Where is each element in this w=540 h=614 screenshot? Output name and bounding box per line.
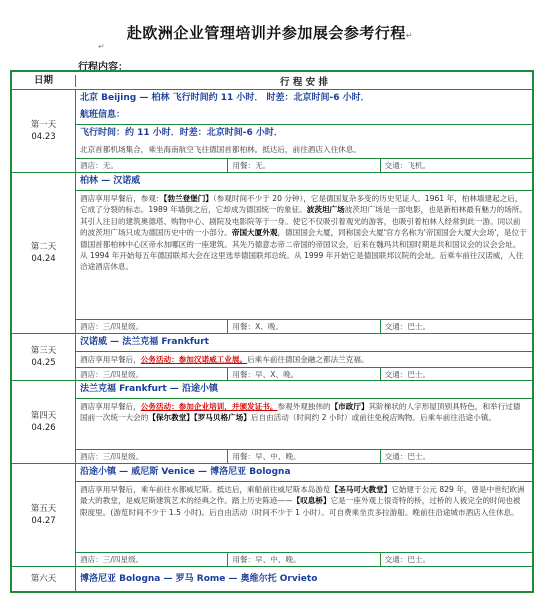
day-description: 北京首都机场集合，乘坐海南航空飞往德国首都柏林。抵达后，前往酒店入住休息。 xyxy=(80,145,361,154)
day-description: 酒店享用早餐后，公务活动：参加汉诺威工业展。后乘车前往德国金融之都法兰克福。 xyxy=(80,355,369,364)
paragraph-mark: ↵ xyxy=(98,42,105,51)
flight-time: 飞行时间：约 11 小时．时差：北京时间-6 小时． xyxy=(80,128,283,138)
day-description: 酒店享用早餐后，乘车前往水都威尼斯。抵达后，乘船前往威尼斯本岛游览【圣马可大教堂】它始建于公元 829 年，曾是中世纪欧洲最大的教堂，是威尼斯建筑艺术的经典之作。踏上历史陈迹——【叹息桥】它是一座外观上很奇特的桥，过桥的人被完全的时间也被限度里。(游览时间不少于 1.5 小时)。后自由活动（时间不少于 1 小时）。可自费乘坐贡多拉游船。晚前往沿途城市酒店入住休息。 xyxy=(80,485,525,517)
day-services xyxy=(76,449,532,463)
day-cell: 第五天 04.27 xyxy=(12,464,76,566)
hotel-info: 酒店：无。 xyxy=(76,159,228,172)
schedule-table xyxy=(10,70,534,593)
day-description: 酒店享用早餐后，公务活动：参加企业培训，并颁发证书。参观外观独伟的【市政厅】其阶梯状的人字形屋顶别具特色，和举行过德国前一次统一大会的【保尔教堂】【罗马贝格广场】后自由活动（时间约 2 小时）或前往免税店购物。后乘车前往沿途小镇。 xyxy=(80,402,521,423)
day-services xyxy=(76,552,532,566)
day-row xyxy=(12,566,532,591)
meal-info: 用餐：早、X、晚。 xyxy=(228,368,380,381)
meal-info: 用餐：X、晚。 xyxy=(228,320,380,333)
day-row xyxy=(12,463,532,566)
page-title: 赴欧洲企业管理培训并参加展会参考行程↵ xyxy=(126,24,414,42)
meal-info: 用餐：无。 xyxy=(228,159,380,172)
day-cell: 第二天 04.24 xyxy=(12,173,76,333)
day-row xyxy=(12,333,532,380)
day-route: 法兰克福 Frankfurt — 沿途小镇 xyxy=(76,381,532,399)
day-cell: 第一天 04.23 xyxy=(12,90,76,172)
transport-info: 交通：巴士。 xyxy=(384,555,431,564)
content-label: 行程内容： xyxy=(78,62,128,73)
day-row xyxy=(12,172,532,333)
header-date: 日期 xyxy=(12,75,76,87)
transport-info: 交通：巴士。 xyxy=(384,322,431,331)
hotel-info: 酒店：三/四星级。 xyxy=(76,553,228,566)
day-description: 酒店享用早餐后，参观：【勃兰登堡门】（参观时间不少于 20 分钟），它是德国复杂多变的历史见证人。1961 年，柏林墙建起之后，它成了分裂的标志。1989 年墙倒之后，它却成为德国统一的象征。波茨坦广场波茨坦广场是一部电影，也是新柏林最有魅力的场所。其引人注目的建筑奥德塔、购物中心、剧院及电影院等于一身。使它不仅吸引着观光的游客，也吸引着柏林人经常到此一游。同以前的波茨坦广场只成为德国历史中的一小部分。帝国大厦外观，德国国会大厦，同称国会大厦'官方名称为'帝国国会大厦大会场'，是位于德国首都柏林中心区帝水加哪区的一座建筑。其先乃德意志帝二帝国的帝国议会，后来在魏玛共和国时期是共和国议会的议会会址。从 1994 年开始每五年德国联邦大会在这里选举德国联邦总统。从 1999 年开始它是德国联邦议院的会址。后乘车前往汉诺威，入住洽途酒店休息。 xyxy=(80,194,527,272)
hotel-info: 酒店：三/四星级。 xyxy=(76,368,228,381)
meal-info: 用餐：早、中、晚。 xyxy=(228,553,380,566)
day-route: 博洛尼亚 Bologna — 罗马 Rome — 奥维尔托 Orvieto xyxy=(80,573,318,584)
day-cell: 第四天 04.26 xyxy=(12,381,76,463)
flight-info: 航班信息： xyxy=(76,107,532,125)
day-services xyxy=(76,367,532,381)
meal-info: 用餐：早、中、晚。 xyxy=(228,450,380,463)
day-row xyxy=(12,89,532,172)
day-route: 柏林 — 汉诺威 xyxy=(76,173,532,191)
hotel-info: 酒店：三/四星级。 xyxy=(76,320,228,333)
day-services xyxy=(76,319,532,333)
transport-info: 交通：飞机。 xyxy=(384,161,431,170)
day-services xyxy=(76,158,532,172)
day-route: 汉诺威 — 法兰克福 Frankfurt xyxy=(76,334,532,352)
header-itinerary: 行 程 安 排 xyxy=(280,76,328,88)
transport-info: 交通：巴士。 xyxy=(384,452,431,461)
day-route: 沿途小镇 — 威尼斯 Venice — 博洛尼亚 Bologna xyxy=(76,464,532,482)
day-route: 北京 Beijing — 柏林 飞行时间约 11 小时． 时差：北京时间-6 小时． xyxy=(80,93,370,103)
day-cell: 第六天 xyxy=(12,567,76,591)
table-header xyxy=(12,72,532,89)
transport-info: 交通：巴士。 xyxy=(384,370,431,380)
day-row xyxy=(12,380,532,463)
day-cell: 第三天 04.25 xyxy=(12,334,76,380)
hotel-info: 酒店：三/四星级。 xyxy=(76,450,228,463)
